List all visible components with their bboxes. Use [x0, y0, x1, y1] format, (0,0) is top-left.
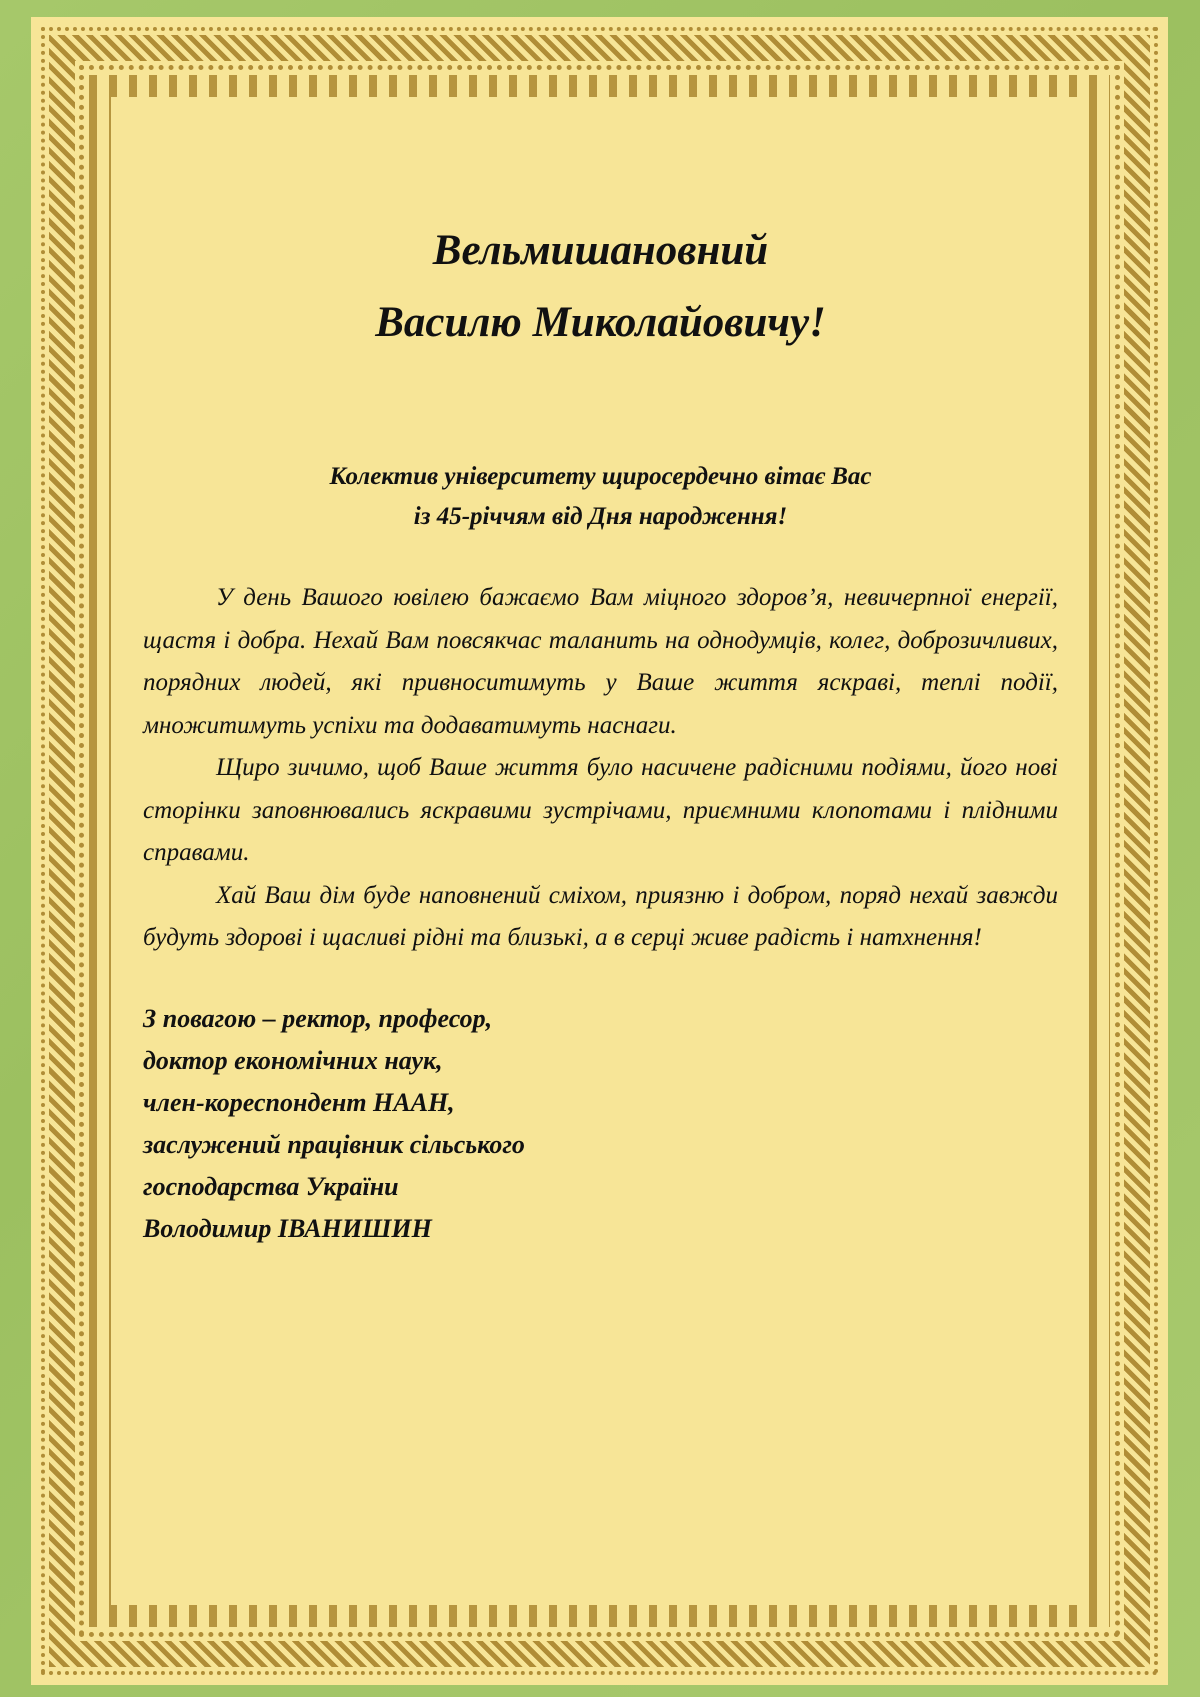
signature-name: Володимир ІВАНИШИН [143, 1213, 432, 1243]
paragraph: Щиро зичимо, щоб Ваше життя було насичене радісними подіями, його нові сторінки заповнювались яскравими зустрічами, приємними клопотами і плідними справами. [143, 754, 1058, 866]
subtitle-line: Колектив університету щиросердечно вітає Вас [329, 463, 872, 490]
subtitle-line: із 45-річчям від Дня народження! [413, 503, 788, 530]
letter-content [143, 215, 1058, 1250]
paragraph: У день Вашого ювілею бажаємо Вам міцного здоров’я, невичерпної енергії, щастя і добра. Нехай Вам повсякчас таланить на однодумців, колег, доброзичливих, порядних людей, які привноситимуть у Ваше життя яскраві, теплі події, множитимуть успіхи та додаватимуть наснаги. [143, 584, 1058, 739]
letter-title [143, 215, 1058, 359]
title-line: Василю Миколайовичу! [375, 299, 826, 346]
signature-line: господарства України [143, 1171, 399, 1201]
signature-block [143, 998, 1058, 1250]
letter-body [143, 577, 1058, 960]
title-line: Вельмишановний [432, 227, 769, 274]
letter-subtitle [143, 457, 1058, 537]
signature-line: З повагою – ректор, професор, [143, 1003, 493, 1033]
signature-line: член-кореспондент НААН, [143, 1087, 455, 1117]
paragraph: Хай Ваш дім буде наповнений сміхом, приязню і добром, поряд нехай завжди будуть здорові і щасливі рідні та близькі, а в серці живе радість і натхнення! [143, 881, 1058, 951]
signature-line: заслужений працівник сільського [143, 1129, 525, 1159]
signature-line: доктор економічних наук, [143, 1045, 443, 1075]
